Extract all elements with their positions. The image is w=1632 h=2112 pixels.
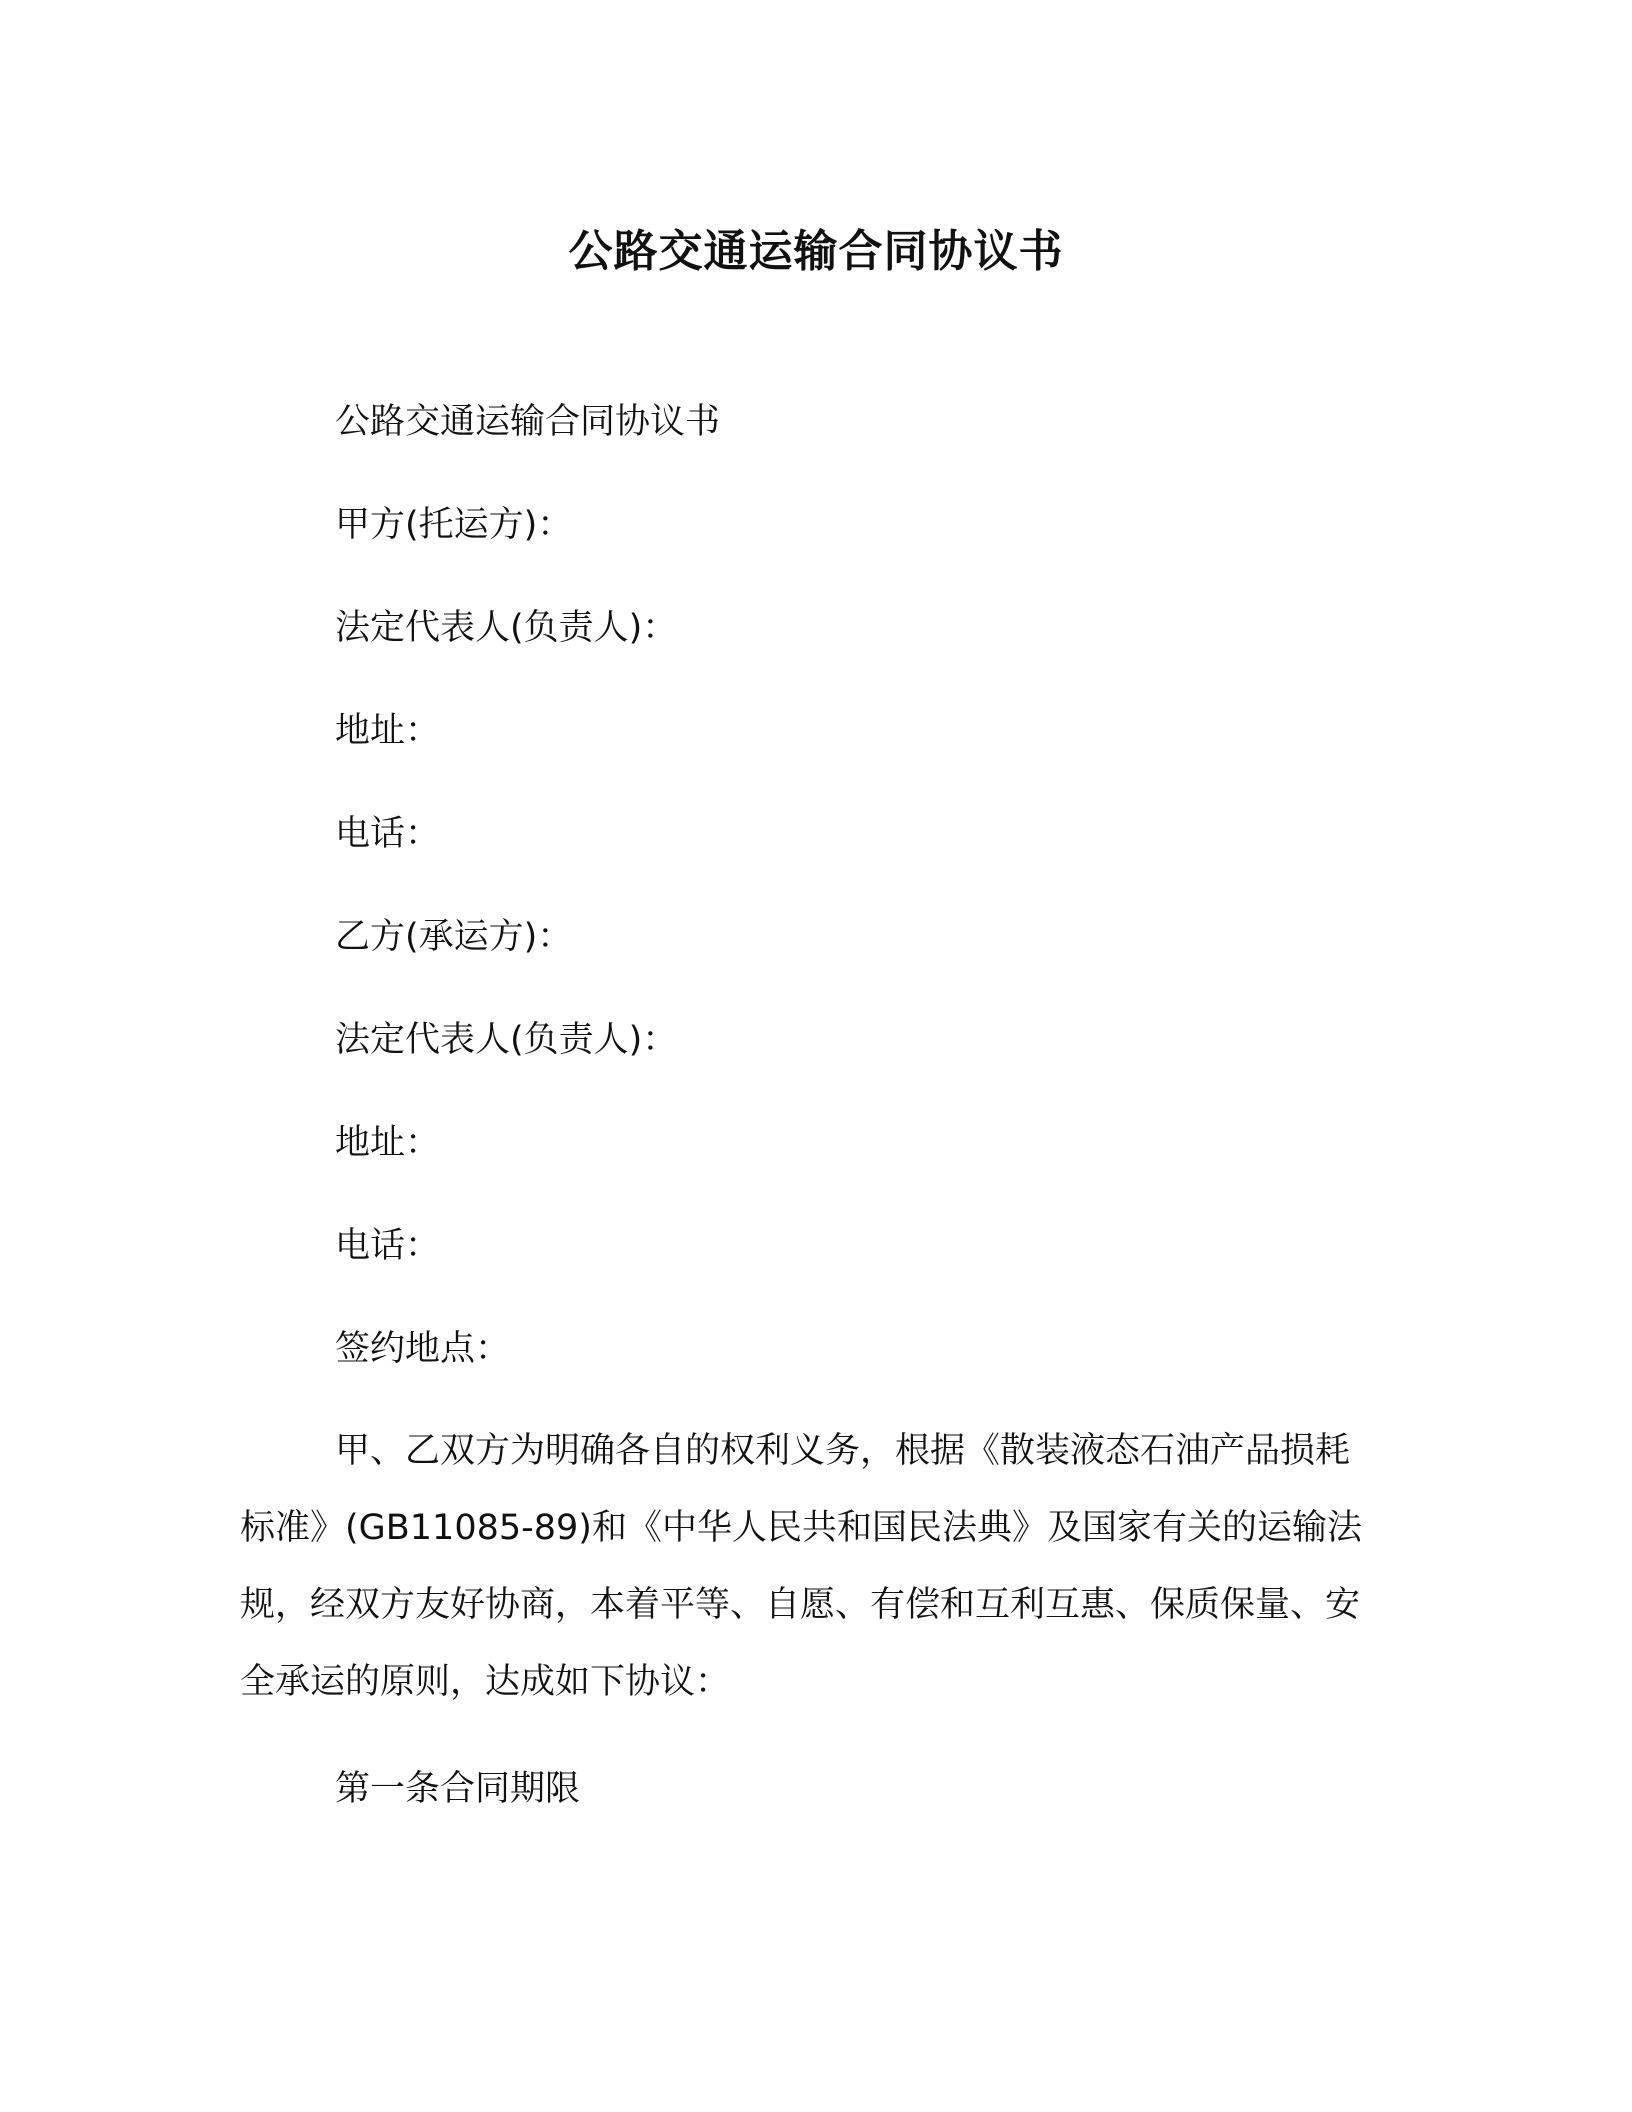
party-a-representative-label: 法定代表人(负责人)： bbox=[335, 608, 678, 648]
signing-location-label: 签约地点： bbox=[335, 1329, 511, 1369]
subtitle-line: 公路交通运输合同协议书 bbox=[335, 402, 721, 442]
article-heading: 第一条合同期限 bbox=[335, 1769, 581, 1809]
party-b-label: 乙方(承运方)： bbox=[335, 917, 573, 957]
preamble-paragraph: 甲、乙双方为明确各自的权利义务，根据《散装液态石油产品损耗标准》(GB11085-89)和《中华人民共和国民法典》及国家有关的运输法规，经双方友好协商，本着平等、自愿、有偿和互利互惠、保质保量、安全承运的原则，达成如下协议： bbox=[240, 1431, 1362, 1702]
party-b-address-label: 地址： bbox=[335, 1123, 441, 1163]
party-a-phone-label: 电话： bbox=[335, 814, 441, 854]
party-b-representative-label: 法定代表人(负责人)： bbox=[335, 1020, 678, 1060]
party-a-label: 甲方(托运方)： bbox=[335, 505, 573, 545]
document-title: 公路交通运输合同协议书 bbox=[568, 226, 1064, 277]
party-a-address-label: 地址： bbox=[335, 711, 441, 751]
party-b-phone-label: 电话： bbox=[335, 1226, 441, 1266]
